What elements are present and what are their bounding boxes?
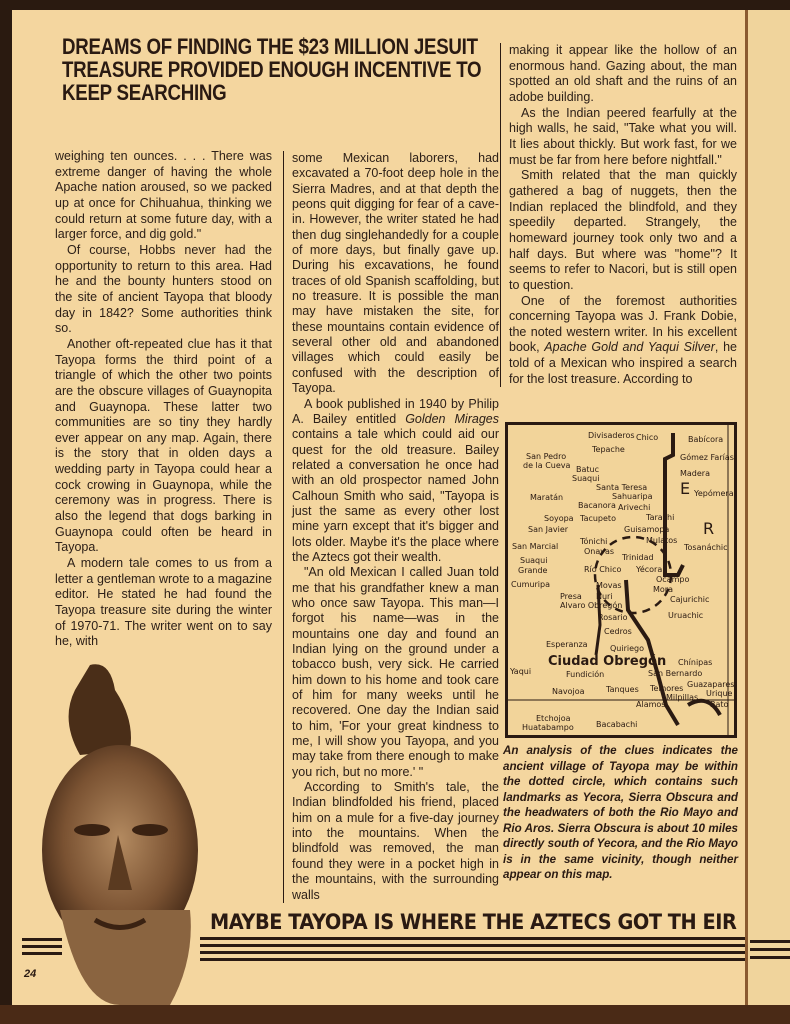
paragraph: Of course, Hobbs never had the opportunity to return to this area. Had he and the bounty hunters stood on the site of ancient Tayopa that bloody day in 1842? Some authorities think so. <box>55 242 272 336</box>
map-label: Chínipas <box>678 658 713 667</box>
stone-head-sculpture-image <box>20 660 220 1010</box>
text: contains a tale which could aid our quest for the old treasure. Bailey related a conversation he once had with an old prospector named John Calhoun Smith who said, "Tayopa is just the same as every other lost mine yarn except that it's bigger and lots older. Maybe it's the place where the Aztecs got their wealth. <box>292 427 499 564</box>
map-label: San Javier <box>528 525 569 534</box>
map-label: Chico <box>636 433 659 442</box>
text: One of the foremost authorities concerning Tayopa was J. Frank Dobie, the noted western writer. In his excellent book, <box>509 293 737 355</box>
text: , he told of a Mexican who inspired a search for the lost treasure. According to <box>509 340 737 386</box>
divider <box>200 958 745 961</box>
map-label: Trinidad <box>622 553 654 562</box>
map-label: Movas <box>596 581 622 590</box>
map-label: Grande <box>518 566 548 575</box>
paragraph: Smith related that the man quickly gathered a bag of nuggets, then the Indian replaced the blindfold, and they speedily departed. Strangely, the homeward journey took only two and a half days. But where was "home"? It seems to refer to Nacori, but is still open to question. <box>509 168 737 292</box>
divider <box>200 937 745 940</box>
region-map <box>505 422 737 738</box>
map-label: Onavas <box>584 547 615 556</box>
article-headline: DREAMS OF FINDING THE $23 MILLION JESUIT TREASURE PROVIDED ENOUGH INCENTIVE TO KEEP SEARCHING <box>62 34 482 105</box>
map-label: Tónichi <box>580 537 608 546</box>
map-label: R <box>703 519 715 538</box>
next-page-edge <box>745 10 790 1005</box>
map-label: Santa Teresa <box>596 483 648 492</box>
divider <box>750 956 790 959</box>
map-label: Tanques <box>606 685 639 694</box>
page-number: 24 <box>24 968 37 980</box>
map-label: Soyopa <box>544 514 574 523</box>
map-label: Madera <box>680 469 710 478</box>
map-label: Etchojoa <box>536 714 571 723</box>
map-label: Suaqui <box>572 474 600 483</box>
map-label: Presa <box>560 592 582 601</box>
map-label: Ocampo <box>656 575 690 584</box>
book-title: Golden Mirages <box>405 411 499 426</box>
divider <box>750 940 790 943</box>
map-label: Ciudad Obregón <box>548 654 667 669</box>
paragraph <box>509 294 737 388</box>
map-label: Maratán <box>530 493 564 502</box>
map-label: Guisamopa <box>624 525 670 534</box>
map-label: San Bernardo <box>648 669 703 678</box>
map-label: Yécora <box>636 565 663 574</box>
text-column-1 <box>55 149 272 650</box>
map-label: Gómez Farías <box>680 453 734 462</box>
map-label: Uruachic <box>668 611 704 620</box>
paragraph: According to Smith's tale, the Indian blindfolded his friend, placed him on a mule for a five-day journey into the mountains. When the blindfold was removed, the man found they were in a pocket high in the mountains, with the surrounding walls <box>292 780 499 902</box>
paragraph: some Mexican laborers, had excavated a 70-foot deep hole in the Sierra Madres, and at that depth the peons quit digging for fear of a cave-in. However, the writer stated he had then dug singlehandedly for a couple of more days, but finally gave up. During his excavations, he found traces of old Spanish scaffolding, but no treasure. It is possible the man may have mistaken the site, for these mountains contain evidence of several other old and abandoned villages which could easily be confused with the description of Tayopa. <box>292 151 499 396</box>
map-label: Mora <box>653 585 673 594</box>
text: A book published in 1940 by Philip A. Bailey entitled <box>292 396 499 426</box>
map-label: Cumuripa <box>511 580 551 589</box>
map-label: San Pedro <box>526 452 567 461</box>
map-label: Tacupeto <box>580 514 616 523</box>
map-label: Cedros <box>604 627 632 636</box>
map-label: Rosario <box>598 613 628 622</box>
map-label: Temores <box>650 684 684 693</box>
map-label: Esperanza <box>546 640 588 649</box>
map-label: Mulatos <box>646 536 678 545</box>
map-label: Yepómera <box>694 489 734 498</box>
map-label: Sahuaripa <box>612 492 653 501</box>
bottom-headline: MAYBE TAYOPA IS WHERE THE AZTECS GOT TH EIR <box>210 910 737 934</box>
divider <box>22 938 62 941</box>
map-label: Huatabampo <box>522 723 574 732</box>
paragraph: Another oft-repeated clue has it that Tayopa forms the third point of a triangle of which the other two points are the obscure villages of Guaynopita and Guaynopa. These latter two communities are so tiny they hardly ever appear on any map. Again, there is the story that in olden days a wedding party in Tayopa could hear a cock crowing in Guaynopa, while the ceremony was in progress. There is also the legend that dogs barking in Guaynopa could often be heard in Tayopa. <box>55 336 272 555</box>
map-label: Tosanáchic <box>684 543 728 552</box>
map-label: Nuri <box>596 592 613 601</box>
divider <box>22 945 62 948</box>
divider <box>22 952 62 955</box>
map-label: Babícora <box>688 435 724 444</box>
map-label: Tarachi <box>646 513 675 522</box>
paragraph <box>292 397 499 566</box>
paragraph: "An old Mexican I called Juan told me that his grandfather knew a man who once saw Tayopa. This man—I forgot his name—was in the mountains one day and found an Indian lying on the ground under a tobacco bush, very sick. He carried him down to his home and took care of him for many weeks until he recovered. One day the Indian said to him, 'For your great kindness to me, I will show you Tayopa, and you may take from there enough to make you rich, but no more.' " <box>292 565 499 779</box>
map-label: Quiriego <box>610 644 644 653</box>
text-column-3 <box>500 43 737 387</box>
map-label: Alamos <box>636 700 666 709</box>
map-label: Yaqui <box>510 667 532 676</box>
map-label: Bato <box>710 700 729 709</box>
map-label: Río Chico <box>584 565 622 574</box>
map-label: Guazapares <box>687 680 735 689</box>
map-label: San Marcial <box>512 542 559 551</box>
divider <box>750 948 790 951</box>
paragraph: making it appear like the hollow of an enormous hand. Gazing about, the man spotted an old shaft and the ruins of an adobe building. <box>509 43 737 104</box>
map-label: Bacabachi <box>596 720 638 729</box>
map-label: Suaqui <box>520 556 548 565</box>
paragraph: As the Indian peered fearfully at the high walls, he said, "Take what you will. It lies about thickly. But work fast, for we must be far from here before nightfall." <box>509 105 737 167</box>
map-label: de la Cueva <box>523 461 571 470</box>
map-label: Alvaro Obregón <box>560 601 623 610</box>
map-label: Urique <box>706 689 733 698</box>
map-labels <box>508 425 734 735</box>
map-label: Fundición <box>566 670 605 679</box>
divider <box>200 944 745 947</box>
paragraph: weighing ten ounces. . . . There was extreme danger of having the whole Apache nation aroused, so we packed up at once for Chihuahua, thinking we could return at some future day, with a larger force, and dig gold." <box>55 149 272 242</box>
map-label: Milpillas <box>666 693 699 702</box>
map-label: Navojoa <box>552 687 585 696</box>
map-label: Divisaderos <box>588 431 635 440</box>
book-title: Apache Gold and Yaqui Silver <box>544 340 715 355</box>
divider <box>200 951 745 954</box>
map-label: Cajurichic <box>670 595 710 604</box>
text-column-2 <box>283 151 499 903</box>
paragraph: A modern tale comes to us from a letter a gentleman wrote to a magazine editor. He stated he had found the Tayopa treasure site during the winter of 1970-71. The writer went on to say he, with <box>55 556 272 649</box>
map-label: E <box>680 479 691 498</box>
map-label: Bacanora <box>578 501 616 510</box>
map-label: Tepache <box>592 445 625 454</box>
map-label: Arivechi <box>618 503 651 512</box>
map-caption: An analysis of the clues indicates the ancient village of Tayopa may be within the dotted circle, which contains such landmarks as Yecora, Sierra Obscura and the headwaters of both the Rio Mayo and Rio Aros. Sierra Obscura is about 10 miles directly south of Yecora, and the Rio Mayo is in the same vicinity, though neither appear on this map. <box>503 744 738 881</box>
map-label: Batuc <box>576 465 599 474</box>
